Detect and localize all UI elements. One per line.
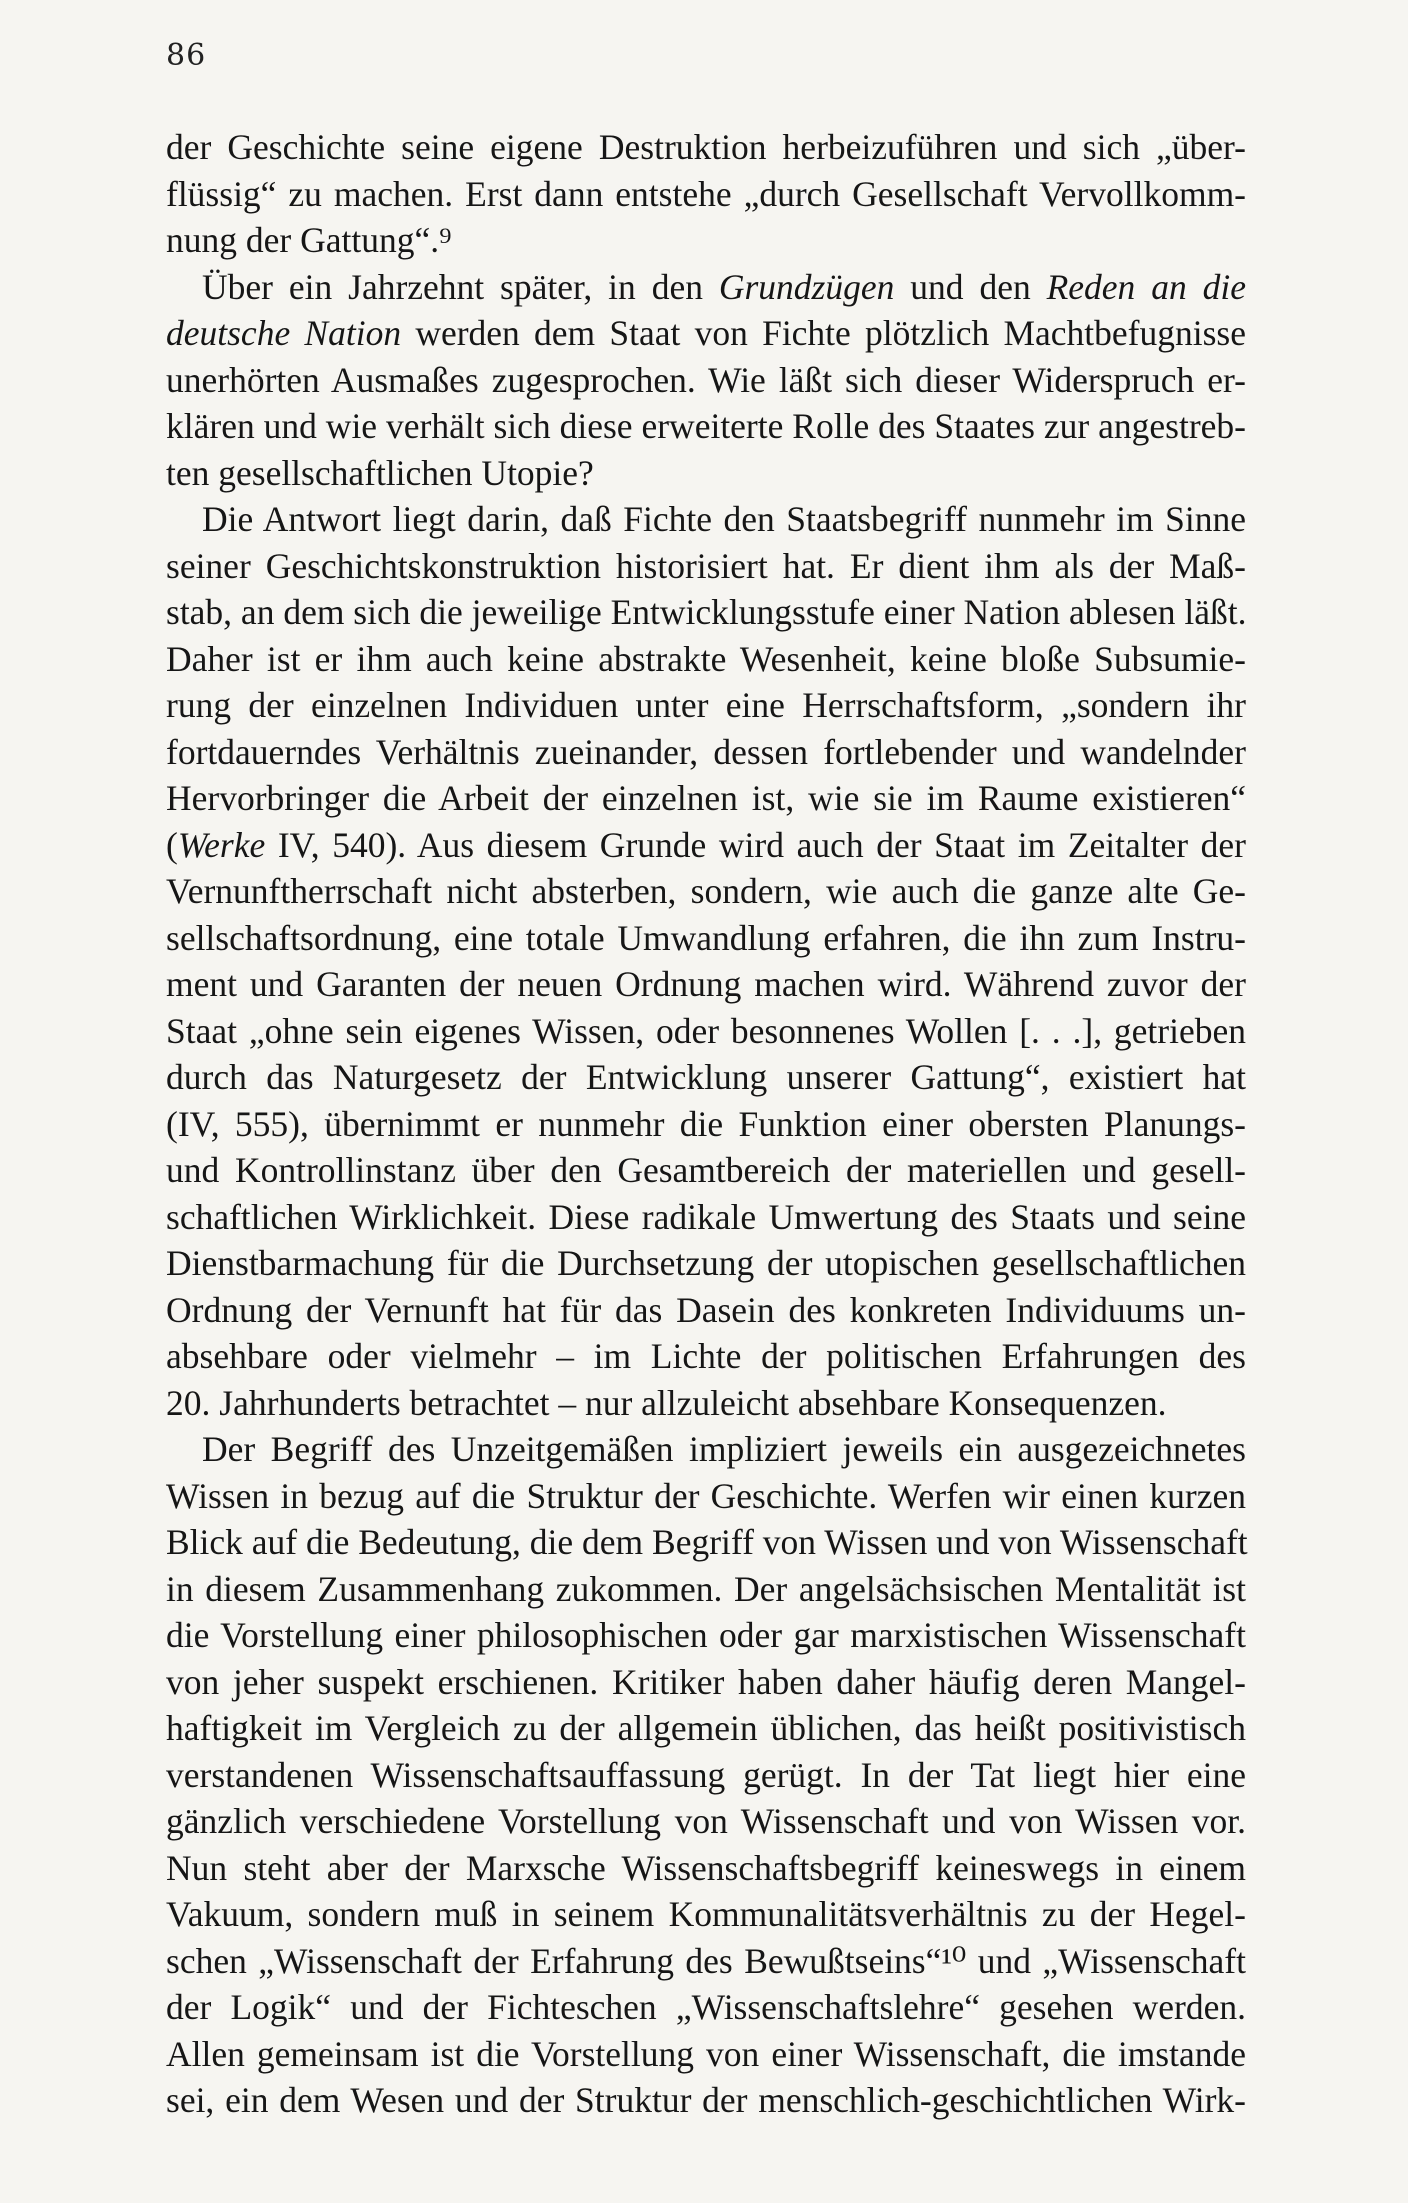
text-line: verstandenen Wissenschaftsauffassung gerügt. In der Tat liegt hier eine <box>166 1754 1246 1795</box>
text-line: Nun steht aber der Marxsche Wissenschaftsbegriff keineswegs in einem <box>166 1847 1246 1888</box>
text-line: (IV, 555), übernimmt er nunmehr die Funktion einer obersten Planungs- <box>166 1103 1246 1144</box>
text-line: Dienstbarmachung für die Durchsetzung der utopischen gesellschaftlichen <box>166 1243 1246 1283</box>
text-line: schen „Wissenschaft der Erfahrung des Bewußtseins“¹⁰ und „Wissenschaft <box>166 1940 1246 1981</box>
text-line: sellschaftsordnung, eine totale Umwandlung erfahren, die ihn zum Instru- <box>166 917 1246 958</box>
text-line: haftigkeit im Vergleich zu der allgemein üblichen, das heißt positivistisch <box>166 1708 1246 1748</box>
paragraph-4 <box>166 1426 1246 2124</box>
text-line: die Vorstellung einer philosophischen oder gar marxistischen Wissenschaft <box>166 1615 1246 1655</box>
text-line: Wissen in bezug auf die Struktur der Geschichte. Werfen wir einen kurzen <box>166 1475 1246 1516</box>
text-line: rung der einzelnen Individuen unter eine Herrschaftsform, „sondern ihr <box>166 685 1246 725</box>
text-line: stab, an dem sich die jeweilige Entwicklungsstufe einer Nation ablesen läßt. <box>166 592 1247 632</box>
page-number: 86 <box>166 38 207 73</box>
text-line: fortdauerndes Verhältnis zueinander, dessen fortlebender und wandelnder <box>166 731 1246 772</box>
text-line: deutsche Nation werden dem Staat von Fichte plötzlich Machtbefugnisse <box>166 313 1246 353</box>
text-line: Vakuum, sondern muß in seinem Kommunalitätsverhältnis zu der Hegel- <box>166 1894 1246 1934</box>
text-line: Staat „ohne sein eigenes Wissen, oder besonnenes Wollen [. . .], getrieben <box>166 1010 1246 1051</box>
text-line: gänzlich verschiedene Vorstellung von Wissenschaft und von Wissen vor. <box>166 1801 1246 1841</box>
text-line: Der Begriff des Unzeitgemäßen impliziert jeweils ein ausgezeichnetes <box>202 1429 1246 1469</box>
text-line: klären und wie verhält sich diese erweiterte Rolle des Staates zur angestreb- <box>166 406 1246 446</box>
text-line: Daher ist er ihm auch keine abstrakte Wesenheit, keine bloße Subsumie- <box>166 638 1246 679</box>
text-line: Ordnung der Vernunft hat für das Dasein des konkreten Individuums un- <box>166 1289 1246 1330</box>
text-line: in diesem Zusammenhang zukommen. Der angelsächsischen Mentalität ist <box>166 1568 1246 1609</box>
text-line: unerhörten Ausmaßes zugesprochen. Wie läßt sich dieser Widerspruch er- <box>166 359 1246 400</box>
text-line: Allen gemeinsam ist die Vorstellung von einer Wissenschaft, die imstande <box>166 2033 1246 2074</box>
body-text <box>166 124 1246 2124</box>
text-line: 20. Jahrhunderts betrachtet – nur allzuleicht absehbare Konsequenzen. <box>166 1382 1167 1423</box>
text-line: nung der Gattung“.⁹ <box>166 220 452 260</box>
paragraph-3 <box>166 496 1246 1426</box>
text-line: von jeher suspekt erschienen. Kritiker haben daher häufig deren Mangel- <box>166 1661 1246 1702</box>
text-line: der Geschichte seine eigene Destruktion herbeizuführen und sich „über- <box>166 127 1246 167</box>
text-line: schaftlichen Wirklichkeit. Diese radikale Umwertung des Staats und seine <box>166 1196 1246 1237</box>
text-line: absehbare oder vielmehr – im Lichte der politischen Erfahrungen des <box>166 1336 1246 1376</box>
text-line: flüssig“ zu machen. Erst dann entstehe „durch Gesellschaft Vervollkomm- <box>166 173 1246 214</box>
text-line: durch das Naturgesetz der Entwicklung unserer Gattung“, existiert hat <box>166 1057 1246 1097</box>
text-line: Die Antwort liegt darin, daß Fichte den Staatsbegriff nunmehr im Sinne <box>202 499 1246 539</box>
text-line: ment und Garanten der neuen Ordnung machen wird. Während zuvor der <box>166 964 1246 1004</box>
text-line: und Kontrollinstanz über den Gesamtbereich der materiellen und gesell- <box>166 1150 1246 1190</box>
paragraph-2 <box>166 264 1246 497</box>
text-line: Blick auf die Bedeutung, die dem Begriff von Wissen und von Wissenschaft <box>166 1522 1248 1562</box>
text-line: der Logik“ und der Fichteschen „Wissenschaftslehre“ gesehen werden. <box>166 1987 1246 2027</box>
text-line: Vernunftherrschaft nicht absterben, sondern, wie auch die ganze alte Ge- <box>166 871 1246 911</box>
text-line: seiner Geschichtskonstruktion historisiert hat. Er dient ihm als der Maß- <box>166 545 1246 586</box>
text-line: sei, ein dem Wesen und der Struktur der menschlich-geschichtlichen Wirk- <box>166 2080 1246 2120</box>
text-line: Über ein Jahrzehnt später, in den Grundzügen und den Reden an die <box>202 266 1246 307</box>
text-line: ten gesellschaftlichen Utopie? <box>166 452 594 493</box>
paragraph-1 <box>166 124 1246 264</box>
text-line: (Werke IV, 540). Aus diesem Grunde wird auch der Staat im Zeitalter der <box>166 824 1246 865</box>
text-line: Hervorbringer die Arbeit der einzelnen ist, wie sie im Raume existieren“ <box>166 778 1246 818</box>
